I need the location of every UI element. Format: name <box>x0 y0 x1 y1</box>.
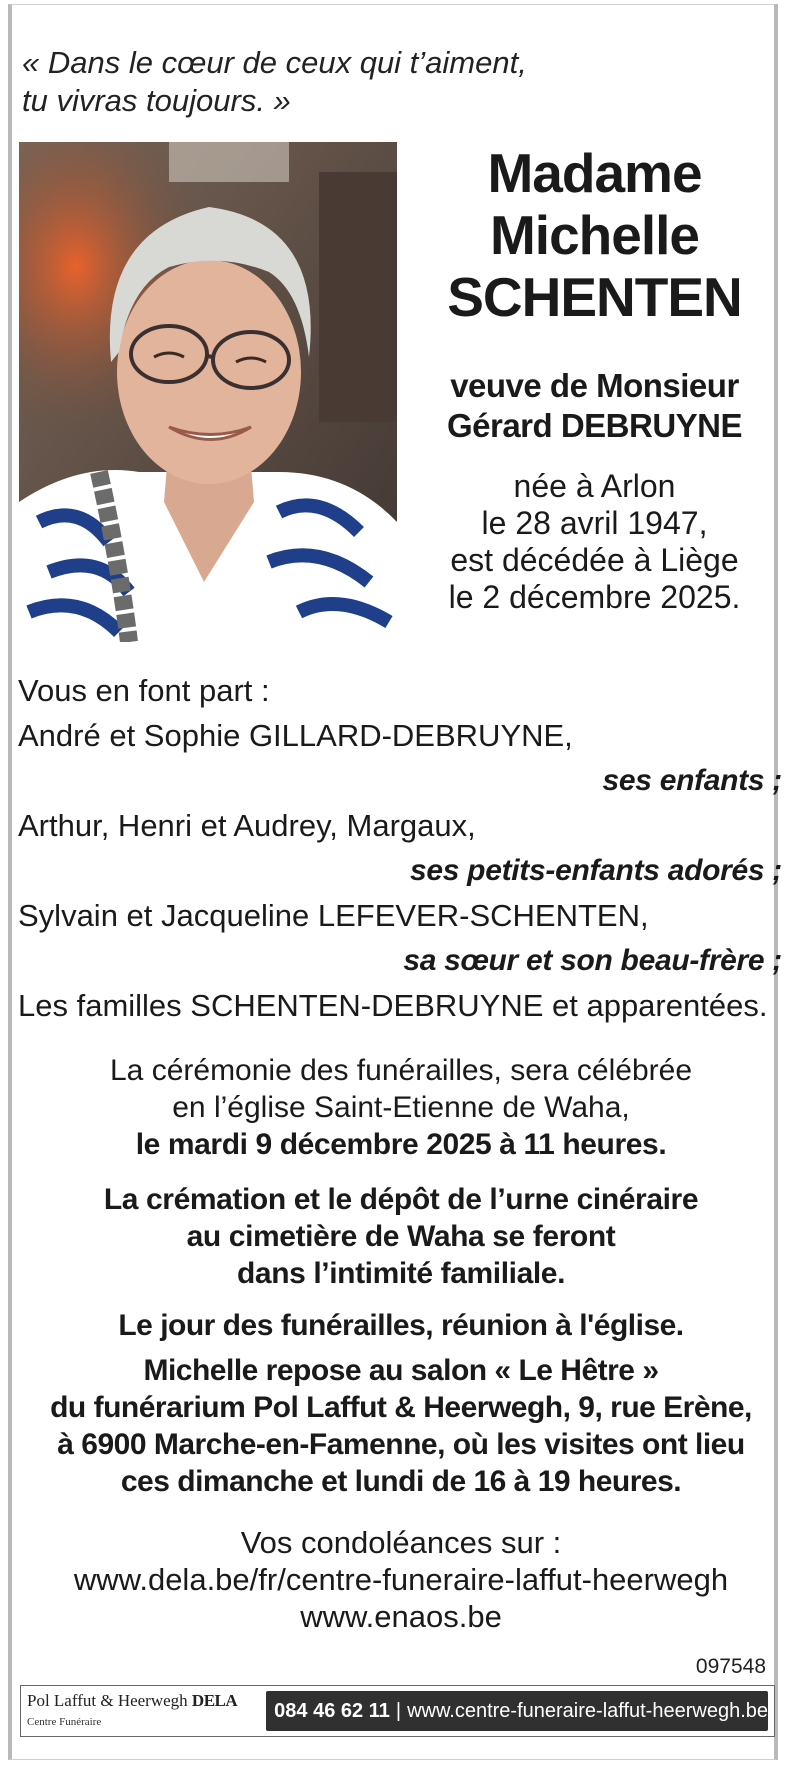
condolences-info <box>18 1524 784 1635</box>
ceremony-datetime: le mardi 9 décembre 2025 à 11 heures. <box>135 1128 667 1161</box>
separator: | <box>395 1699 402 1722</box>
visitation-hours: ces dimanche et lundi de 16 à 19 heures. <box>120 1465 682 1498</box>
funeral-home-footer <box>20 1685 775 1737</box>
phone-number[interactable]: 084 46 62 11 <box>274 1699 390 1722</box>
deceased-first-name: Michelle <box>489 204 700 266</box>
announcement-intro: Vous en font part : <box>18 673 270 708</box>
cremation-line: dans l’intimité familiale. <box>236 1257 566 1290</box>
visitation-line: Michelle repose au salon « Le Hêtre » <box>143 1354 659 1387</box>
funeral-home-subtitle: Centre Funéraire <box>27 1715 102 1728</box>
family-names: André et Sophie GILLARD-DEBRUYNE, <box>18 718 573 753</box>
portrait-photo-image <box>19 142 397 642</box>
family-relation: sa sœur et son beau-frère ; <box>403 944 782 977</box>
deceased-details <box>412 142 777 616</box>
death-place: est décédée à Liège <box>450 542 739 578</box>
condolences-link[interactable]: www.enaos.be <box>300 1599 502 1634</box>
ceremony-location: en l’église Saint-Etienne de Waha, <box>172 1091 630 1124</box>
cremation-line: au cimetière de Waha se feront <box>186 1220 616 1253</box>
condolences-link[interactable]: www.dela.be/fr/centre-funeraire-laffut-heerwegh <box>73 1562 729 1597</box>
contact-bar <box>266 1691 768 1731</box>
quote-line: tu vivras toujours. » <box>22 83 291 118</box>
dela-logo: DELA <box>191 1690 238 1710</box>
widow-of <box>412 366 777 446</box>
cremation-info <box>18 1181 784 1292</box>
death-date: le 2 décembre 2025. <box>448 579 741 615</box>
visitation-line: du funérarium Pol Laffut & Heerwegh, 9, rue Erène, <box>50 1391 752 1424</box>
family-names: Sylvain et Jacqueline LEFEVER-SCHENTEN, <box>18 898 649 933</box>
website-link[interactable]: www.centre-funeraire-laffut-heerwegh.be <box>407 1699 768 1722</box>
visitation-info <box>18 1307 784 1500</box>
deceased-title: Madame <box>487 142 702 204</box>
ceremony-line: La cérémonie des funérailles, sera célébrée <box>110 1054 692 1087</box>
extended-families: Les familles SCHENTEN-DEBRUYNE et apparentées. <box>18 988 768 1023</box>
reference-number: 097548 <box>695 1655 766 1678</box>
gathering-line: Le jour des funérailles, réunion à l'église. <box>118 1309 684 1342</box>
birth-date: le 28 avril 1947, <box>481 505 708 541</box>
ceremony-info <box>18 1052 784 1163</box>
funeral-home-logo <box>21 1692 260 1731</box>
family-announcement <box>18 668 784 1028</box>
funeral-home-name: Pol Laffut & Heerwegh <box>27 1690 188 1710</box>
quote-line: « Dans le cœur de ceux qui t’aiment, <box>22 45 527 80</box>
cremation-line: La crémation et le dépôt de l’urne cinéraire <box>103 1183 699 1216</box>
funeral-home-brand <box>27 1692 260 1710</box>
widow-line: veuve de Monsieur <box>450 367 739 404</box>
birth-death-info <box>412 468 777 616</box>
birth-place: née à Arlon <box>513 468 676 504</box>
family-relation: ses enfants ; <box>602 764 782 797</box>
family-relation: ses petits-enfants adorés ; <box>409 854 782 887</box>
portrait-photo <box>19 142 397 642</box>
family-names: Arthur, Henri et Audrey, Margaux, <box>18 808 476 843</box>
obituary-notice <box>12 4 782 1760</box>
spouse-name: Gérard DEBRUYNE <box>446 407 743 444</box>
memorial-quote <box>22 44 527 120</box>
deceased-last-name: SCHENTEN <box>447 266 742 328</box>
visitation-line: à 6900 Marche-en-Famenne, où les visites ont lieu <box>57 1428 745 1461</box>
condolences-label: Vos condoléances sur : <box>240 1525 562 1560</box>
